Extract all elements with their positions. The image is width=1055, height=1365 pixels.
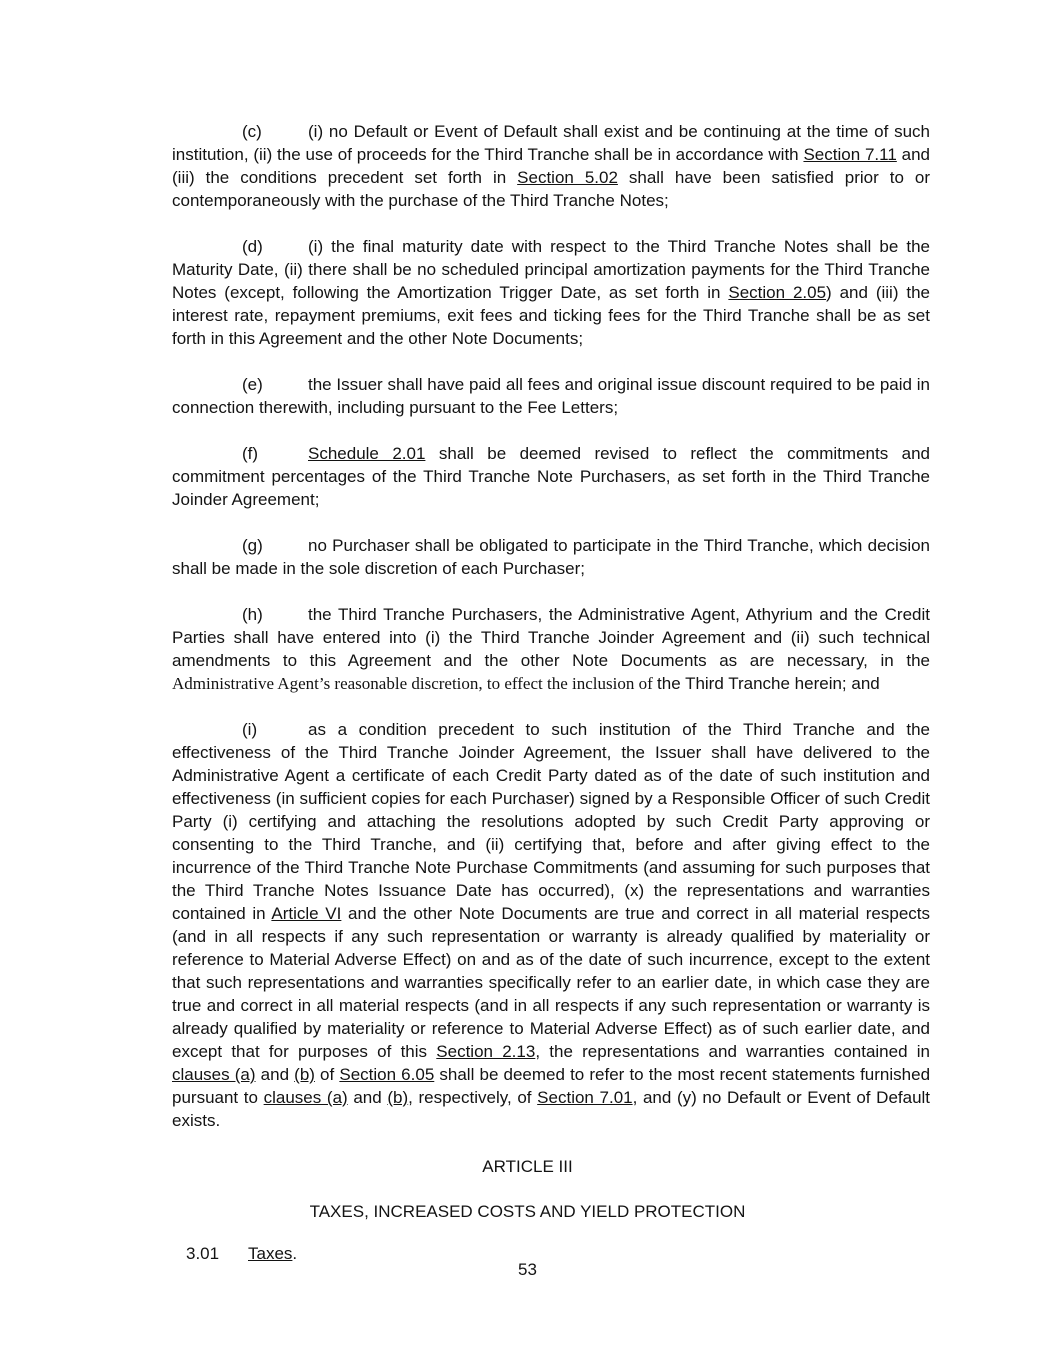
paragraph-label: (h) — [242, 605, 263, 624]
text-segment: and — [347, 1088, 388, 1107]
section-reference: Section 2.05 — [728, 283, 827, 302]
paragraph-c — [172, 120, 930, 212]
text-segment: ) and (iii) the interest rate, repayment premiums, exit fees and ticking fees for the Third Tranche shall be as set forth in this Agreement and the other Note Documents; — [172, 283, 931, 348]
text-segment: , respectively, of — [408, 1088, 538, 1107]
text-segment: shall be deemed to refer to the most recent statements furnished pursuant to — [172, 1065, 931, 1107]
paragraph-g — [172, 534, 930, 580]
text-segment: no Purchaser shall be obligated to participate in the Third Tranche, which decision shall be made in the sole discretion of each Purchaser; — [172, 536, 930, 578]
paragraph-label: (e) — [242, 375, 263, 394]
article-subheading: TAXES, INCREASED COSTS AND YIELD PROTECTION — [309, 1202, 746, 1221]
text-segment: shall have been satisfied prior to or contemporaneously with the purchase of the Third Tranche Notes; — [172, 168, 931, 210]
text-segment: , and (y) no Default or Event of Default exists. — [172, 1088, 931, 1130]
section-reference: (b) — [387, 1088, 409, 1107]
paragraph-d — [172, 235, 930, 350]
section-reference: Section 2.13 — [436, 1042, 536, 1061]
section-reference: Section 7.11 — [803, 145, 897, 164]
paragraph-i — [172, 718, 930, 1132]
section-reference: Section 6.05 — [339, 1065, 435, 1084]
text-segment: and — [255, 1065, 295, 1084]
text-segment: , the representations and warranties contained in — [535, 1042, 931, 1061]
section-reference: clauses (a) — [263, 1088, 348, 1107]
text-segment: (i) the final maturity date with respect to the Third Tranche Notes shall be the Maturity Date, (ii) there shall be no scheduled principal amortization payments for the Third Tranche Notes (except, following the Amortization Trigger Date, as set forth in — [172, 237, 930, 302]
text-segment: Administrative Agent’s reasonable discretion, to effect the inclusion of — [172, 674, 658, 693]
paragraph-f — [172, 442, 930, 511]
text-segment: and the other Note Documents are true and correct in all material respects (and in all respects if any such representation or warranty is already qualified by materiality or reference to Material Adverse Effect) on and as of the date of such incurrence, except to the extent that such representations and warranties specifically refer to an earlier date, in which case they are true and correct in all material respects (and in all respects if any such representation or warranty is already qualified by materiality or reference to Material Adverse Effect) as of such earlier date, and except that for purposes of this — [172, 904, 930, 1061]
section-number: 3.01 — [186, 1244, 220, 1263]
paragraph-label: (d) — [242, 237, 263, 256]
paragraph-label: (g) — [242, 536, 263, 555]
text-segment: shall be deemed revised to reflect the commitments and commitment percentages of the Third Tranche Note Purchasers, as set forth in the Third Tranche Joinder Agreement; — [172, 444, 931, 509]
section-reference: Schedule 2.01 — [308, 444, 426, 463]
section-title-suffix: . — [292, 1244, 298, 1263]
article-heading: ARTICLE III — [482, 1157, 573, 1176]
section-reference: Article VI — [271, 904, 342, 923]
section-reference: clauses (a) — [172, 1065, 256, 1084]
text-segment: of — [314, 1065, 340, 1084]
text-segment: the Third Tranche herein; and — [657, 674, 880, 693]
text-segment: as a condition precedent to such institution of the Third Tranche and the effectiveness of the Third Tranche Joinder Agreement, the Issuer shall have delivered to the Administrative Agent a certificate of each Credit Party dated as of the date of such institution and effectiveness (in sufficient copies for each Purchaser) signed by a Responsible Officer of such Credit Party (i) certifying and attaching the resolutions adopted by such Credit Party approving or consenting to the Third Tranche, and (ii) certifying that, before and after giving effect to the incurrence of the Third Tranche Note Purchase Commitments (and assuming for such purposes that the Third Tranche Notes Issuance Date has occurred), (x) the representations and warranties contained in — [172, 720, 930, 923]
section-reference: (b) — [294, 1065, 315, 1084]
section-reference: Section 5.02 — [517, 168, 618, 187]
paragraph-label: (c) — [242, 122, 262, 141]
section-title: Taxes — [248, 1244, 293, 1263]
text-segment: (i) no Default or Event of Default shall exist and be continuing at the time of such institution, (ii) the use of proceeds for the Third Tranche shall be in accordance with — [172, 122, 930, 164]
paragraph-label: (i) — [242, 720, 258, 739]
paragraph-label: (f) — [242, 444, 259, 463]
paragraph-e — [172, 373, 930, 419]
paragraph-h — [172, 603, 930, 695]
section-reference: Section 7.01 — [537, 1088, 633, 1107]
text-segment: the Issuer shall have paid all fees and original issue discount required to be paid in connection therewith, including pursuant to the Fee Letters; — [172, 375, 930, 417]
page-number: 53 — [518, 1260, 537, 1279]
paragraph-list — [172, 120, 930, 1132]
text-segment: and (iii) the conditions precedent set forth in — [172, 145, 930, 187]
text-segment: the Third Tranche Purchasers, the Administrative Agent, Athyrium and the Credit Parties shall have entered into (i) the Third Tranche Joinder Agreement and (ii) such technical amendments to this Agreement and the other Note Documents as are necessary, in the — [172, 605, 930, 670]
